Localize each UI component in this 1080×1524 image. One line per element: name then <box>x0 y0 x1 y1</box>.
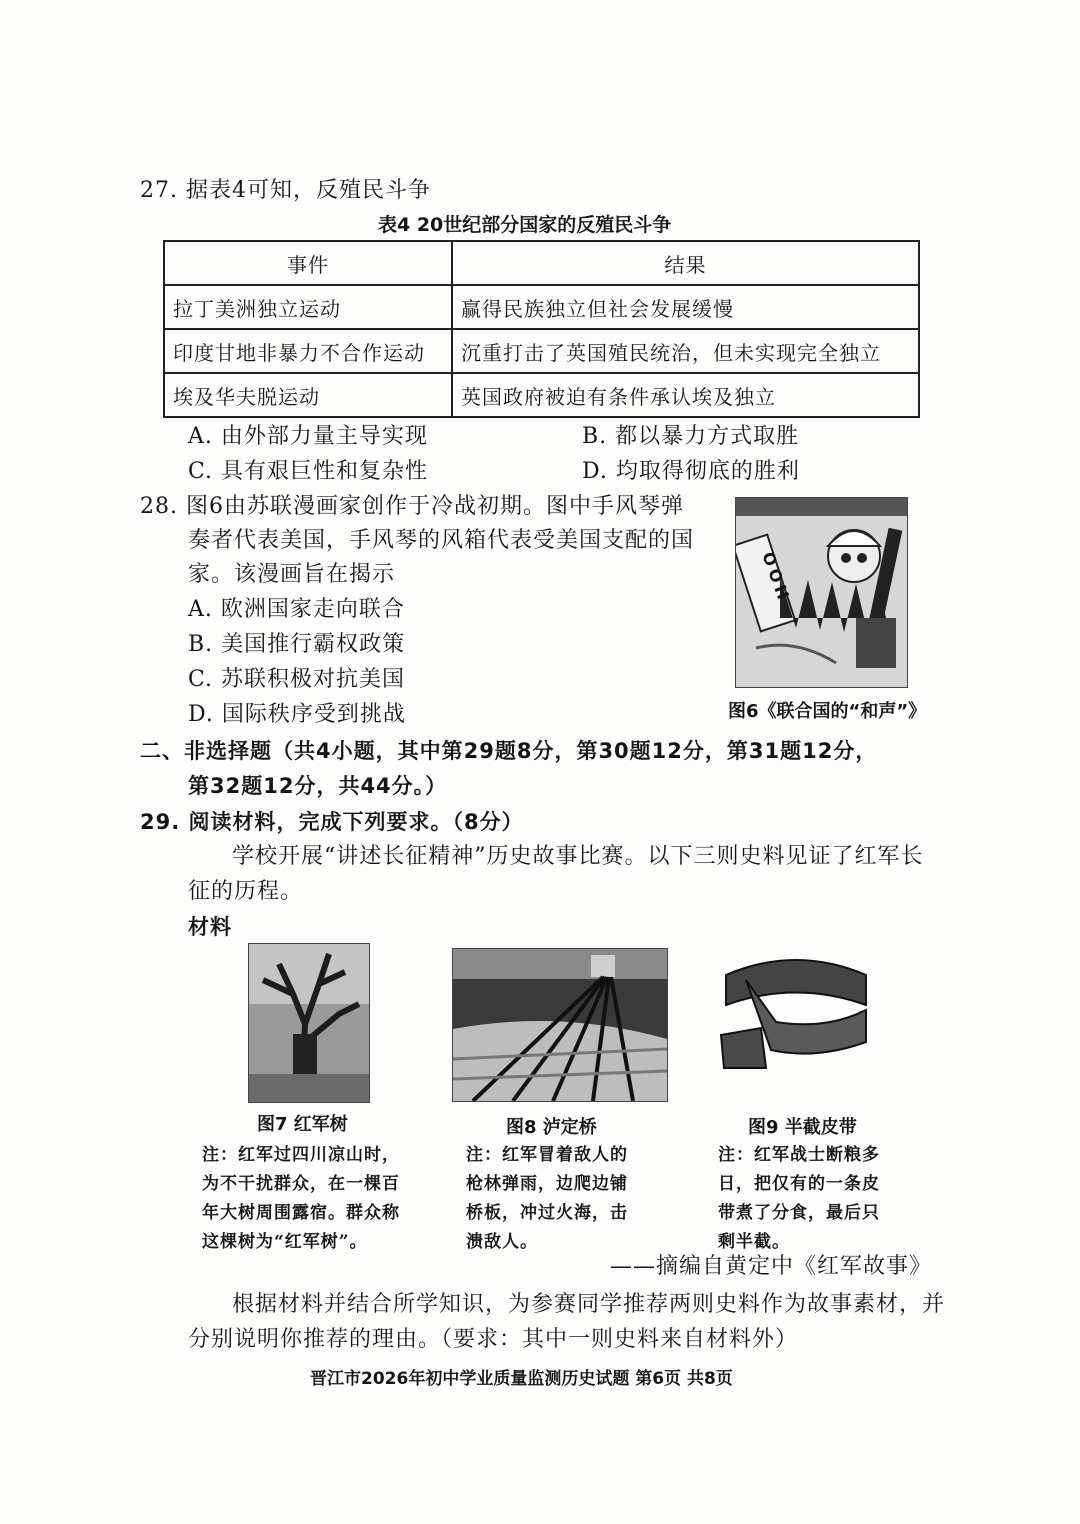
table-caption: 表4 20世纪部分国家的反殖民斗争 <box>378 214 672 236</box>
figure-8-luding-bridge <box>452 948 668 1102</box>
material-label: 材料 <box>188 915 232 939</box>
q29-intro-line2: 征的历程。 <box>188 879 304 904</box>
q28-stem-line2: 奏者代表美国，手风琴的风箱代表受美国支配的国 <box>188 528 695 553</box>
section-2-heading-line2: 第32题12分，共44分。） <box>188 774 448 798</box>
table-4 <box>163 240 920 418</box>
q28-option-b: B. 美国推行霸权政策 <box>188 632 406 657</box>
figure-7-note-line2: 为不干扰群众，在一棵百 <box>202 1174 400 1194</box>
table-cell: 拉丁美洲独立运动 <box>164 285 452 329</box>
q28-option-c: C. 苏联积极对抗美国 <box>188 667 406 692</box>
table-cell: 赢得民族独立但社会发展缓慢 <box>452 285 919 329</box>
q28-option-d: D. 国际秩序受到挑战 <box>188 702 406 727</box>
figure-7-note-line1: 注：红军过四川凉山时， <box>202 1145 400 1165</box>
table-cell: 沉重打击了英国殖民统治，但未实现完全独立 <box>452 329 919 373</box>
figure-7-note-line3: 年大树周围露宿。群众称 <box>202 1203 400 1223</box>
figure-8-note-line4: 溃敌人。 <box>466 1232 538 1252</box>
q29-intro-line1: 学校开展“讲述长征精神”历史故事比赛。以下三则史料见证了红军长 <box>232 844 924 869</box>
table-cell: 印度甘地非暴力不合作运动 <box>164 329 452 373</box>
q28-stem-line3: 家。该漫画旨在揭示 <box>188 562 396 587</box>
table-header-result: 结果 <box>452 241 919 285</box>
q29-title: 29. 阅读材料，完成下列要求。（8分） <box>140 810 524 834</box>
figure-9-note-line1: 注：红军战士断粮多 <box>718 1145 880 1165</box>
figure-6-label: OOH <box>758 549 795 606</box>
q27-option-b: B. 都以暴力方式取胜 <box>582 424 800 449</box>
figure-8-caption: 图8 泸定桥 <box>506 1117 597 1138</box>
q27-option-a: A. 由外部力量主导实现 <box>188 424 428 449</box>
table-header-event: 事件 <box>164 241 452 285</box>
figure-9-caption: 图9 半截皮带 <box>748 1117 857 1138</box>
table-header-row <box>164 241 919 285</box>
q27-option-c: C. 具有艰巨性和复杂性 <box>188 459 429 484</box>
figure-8-note-line3: 桥板，冲过火海，击 <box>466 1203 628 1223</box>
figure-8-note-line1: 注：红军冒着敌人的 <box>466 1145 628 1165</box>
table-cell: 英国政府被迫有条件承认埃及独立 <box>452 373 919 417</box>
figure-9-note-line2: 日，把仅有的一条皮 <box>718 1174 880 1194</box>
page-footer: 晋江市2026年初中学业质量监测历史试题 第6页 共8页 <box>310 1369 733 1389</box>
figure-7-caption: 图7 红军树 <box>257 1114 348 1135</box>
q27-option-d: D. 均取得彻底的胜利 <box>582 459 800 484</box>
table-row <box>164 329 919 373</box>
figure-6-cartoon <box>735 497 908 688</box>
table-cell: 埃及华夫脱运动 <box>164 373 452 417</box>
q28-option-a: A. 欧洲国家走向联合 <box>188 597 405 622</box>
q28-stem-line1: 28. 图6由苏联漫画家创作于冷战初期。图中手风琴弹 <box>140 494 684 519</box>
q27-stem: 27. 据表4可知，反殖民斗争 <box>140 178 431 203</box>
figure-9-half-belt <box>716 950 876 1070</box>
table-row <box>164 373 919 417</box>
table-row <box>164 285 919 329</box>
figure-7-note-line4: 这棵树为“红军树”。 <box>202 1232 368 1252</box>
figure-9-note-line4: 剩半截。 <box>718 1232 790 1252</box>
q29-question-line2: 分别说明你推荐的理由。（要求：其中一则史料来自材料外） <box>188 1327 799 1352</box>
q29-question-line1: 根据材料并结合所学知识，为参赛同学推荐两则史料作为故事素材，并 <box>232 1292 946 1317</box>
figure-7-red-army-tree <box>248 943 370 1103</box>
figure-8-note-line2: 枪林弹雨，边爬边铺 <box>466 1174 628 1194</box>
figure-6-caption: 图6《联合国的“和声”》 <box>728 701 927 722</box>
figure-9-note-line3: 带煮了分食，最后只 <box>718 1203 880 1223</box>
section-2-heading-line1: 二、非选择题（共4小题，其中第29题8分，第30题12分，第31题12分， <box>140 739 878 763</box>
source-citation: ——摘编自黄定中《红军故事》 <box>610 1254 933 1279</box>
